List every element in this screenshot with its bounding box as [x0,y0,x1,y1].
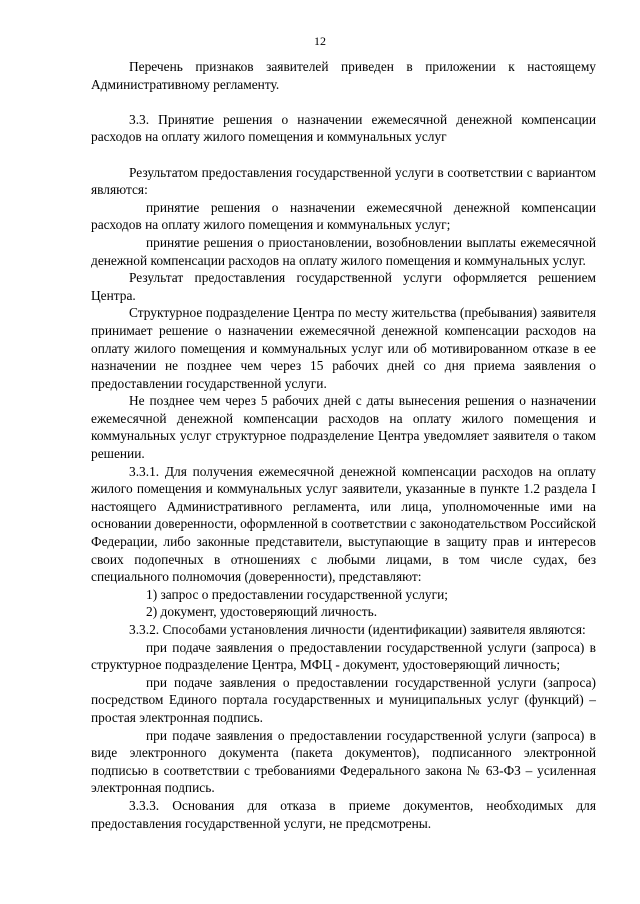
list-item-portal: при подаче заявления о предоставлении государственной услуги (запроса) посредством Единого портала государственных и муниципальных услуг (функций) – простая электронная подпись. [91,674,596,725]
paragraph-result: Результатом предоставления государственной услуги в соответствии с вариантом являются: [91,164,596,198]
paragraph-result-form: Результат предоставления государственной услуги оформляется решением Центра. [91,270,596,303]
list-item-request: 1) запрос о предоставлении государственной услуги; [146,586,448,602]
section-heading-3-3: 3.3. Принятие решения о назначении ежемесячной денежной компенсации расходов на оплату жилого помещения и коммунальных услуг [91,111,596,145]
spacer [91,93,596,111]
list-item-decision-assign: принятие решения о назначении ежемесячной денежной компенсации расходов на оплату жилого помещения и коммунальных услуг; [91,199,596,233]
document-body [91,58,596,832]
page-number: 12 [314,34,326,48]
spacer [91,146,596,164]
list-item-electronic: при подаче заявления о предоставлении государственной услуги (запроса) в виде электронного документа (пакета документов), подписанного электронной подписью в соответствии с требованиями Федерального закона № 63-ФЗ – усиленная электронная подпись. [91,727,596,796]
paragraph-notification: Не позднее чем через 5 рабочих дней с даты вынесения решения о назначении ежемесячной денежной компенсации расходов на оплату жилого помещения и коммунальных услуг структурное подразделение Центра уведомляет заявителя о таком решении. [91,393,596,462]
paragraph-applicant-criteria: Перечень признаков заявителей приведен в приложении к настоящему Административному регламенту. [91,59,596,92]
clause-3-3-2: 3.3.2. Способами установления личности (идентификации) заявителя являются: [129,622,586,637]
list-item-decision-suspend: принятие решения о приостановлении, возобновлении выплаты ежемесячной денежной компенсации расходов на оплату жилого помещения и коммунальных услуг. [91,234,596,268]
list-item-in-person: при подаче заявления о предоставлении государственной услуги (запроса) в структурное подразделение Центра, МФЦ - документ, удостоверяющий личность; [91,639,596,673]
clause-3-3-1: 3.3.1. Для получения ежемесячной денежной компенсации расходов на оплату жилого помещения и коммунальных услуг заявители, указанные в пункте 1.2 раздела I настоящего Административного регламента, или лица, уполномоченные ими на основании доверенности, оформленной в соответствии с законодательством Российской Федерации, либо законные представители, выступающие в защиту прав и интересов своих подопечных в отношениях с любыми лицами, в том числе судах, без специального полномочия (доверенности), представляют: [91,463,596,585]
paragraph-decision-term: Структурное подразделение Центра по месту жительства (пребывания) заявителя принимает решение о назначении ежемесячной денежной компенсации расходов на оплату жилого помещения и коммунальных услуг или об мотивированном отказе в ее назначении не позднее чем через 15 рабочих дней со дня приема заявления о предоставлении государственной услуги. [91,305,596,391]
list-item-id-document: 2) документ, удостоверяющий личность. [146,604,378,620]
clause-3-3-3: 3.3.3. Основания для отказа в приеме документов, необходимых для предоставления государственной услуги, не предсмотрены. [91,797,596,831]
